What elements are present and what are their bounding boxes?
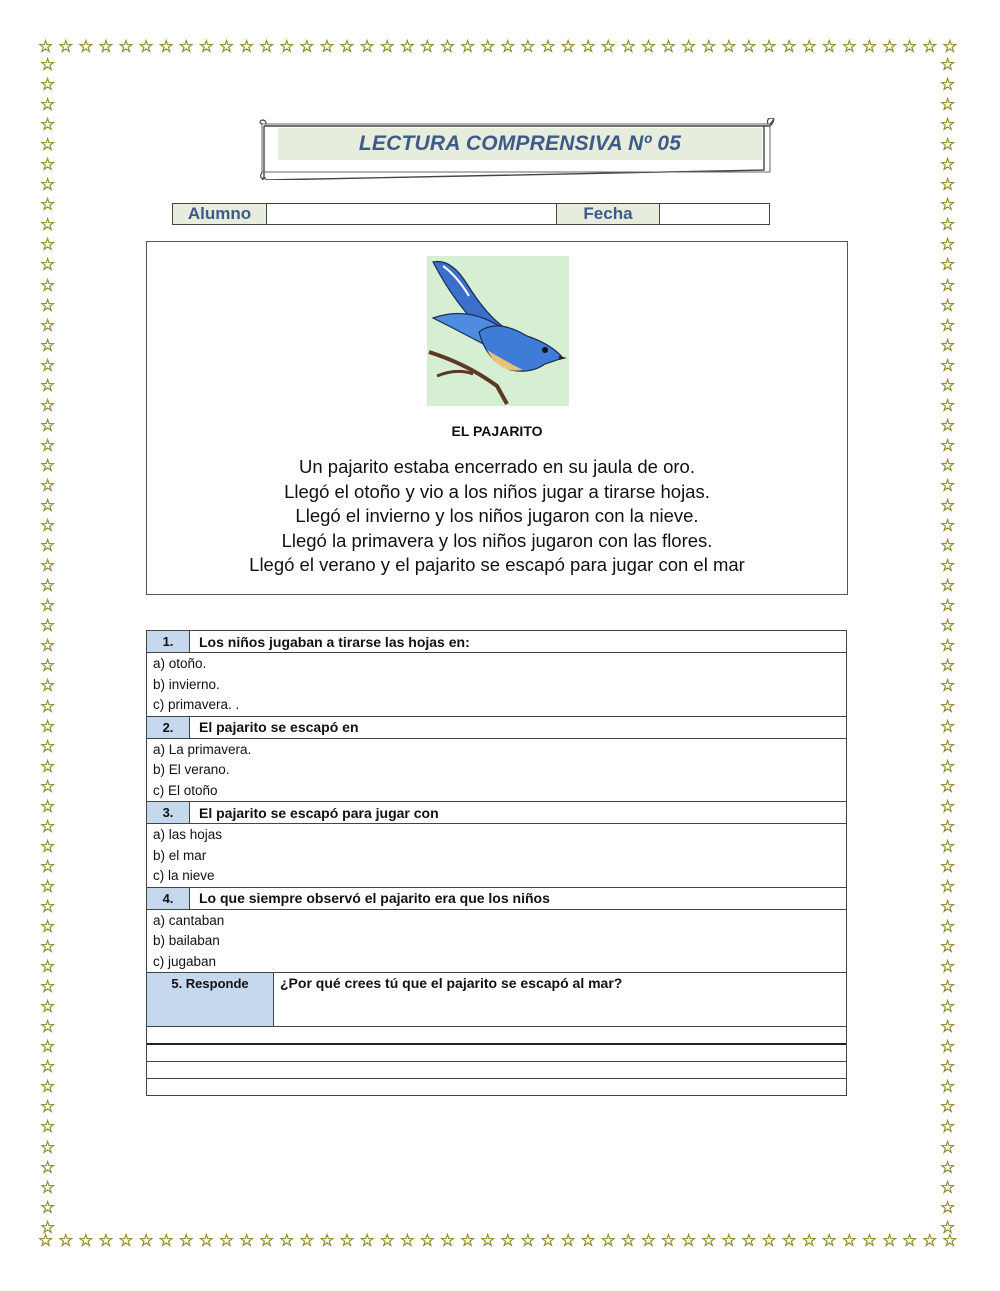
question-text: El pajarito se escapó para jugar con <box>199 804 439 821</box>
star-icon: ☆ <box>40 596 56 616</box>
star-icon: ☆ <box>940 415 956 435</box>
option[interactable]: a) otoño. <box>153 656 207 671</box>
star-icon: ☆ <box>40 576 56 596</box>
star-icon: ☆ <box>138 37 154 56</box>
star-icon: ☆ <box>40 1157 56 1177</box>
star-icon: ☆ <box>480 37 496 56</box>
star-icon: ☆ <box>940 455 956 475</box>
star-icon: ☆ <box>761 1231 777 1250</box>
question-number: 4. <box>147 888 190 909</box>
star-icon: ☆ <box>238 1231 255 1250</box>
star-icon: ☆ <box>359 1231 375 1250</box>
star-icon: ☆ <box>681 37 697 56</box>
star-icon: ☆ <box>500 37 516 56</box>
star-icon: ☆ <box>40 1117 56 1137</box>
story-line: Llegó el invierno y los niños jugaron con la nieve. <box>295 505 699 526</box>
star-icon: ☆ <box>40 115 56 135</box>
story-line: Llegó la primavera y los niños jugaron con las flores. <box>281 529 713 551</box>
star-icon: ☆ <box>520 1231 536 1250</box>
question-5-label: 5. Responde <box>147 973 274 1026</box>
star-icon: ☆ <box>38 1231 54 1250</box>
star-icon: ☆ <box>701 1231 717 1250</box>
question-text: Lo que siempre observó el pajarito era que los niños <box>199 890 550 906</box>
star-icon: ☆ <box>940 836 956 856</box>
star-icon: ☆ <box>379 37 395 56</box>
star-icon: ☆ <box>98 37 114 56</box>
star-icon: ☆ <box>299 37 315 56</box>
star-icon: ☆ <box>540 1231 556 1250</box>
star-icon: ☆ <box>741 37 757 56</box>
star-icon: ☆ <box>940 395 956 415</box>
star-icon: ☆ <box>40 475 56 495</box>
star-icon: ☆ <box>940 1157 956 1177</box>
star-icon: ☆ <box>198 1231 214 1250</box>
story-box <box>146 241 848 595</box>
star-icon: ☆ <box>419 1231 436 1250</box>
star-icon: ☆ <box>940 175 956 195</box>
option[interactable]: c) jugaban <box>153 953 217 969</box>
date-field[interactable] <box>660 204 769 224</box>
star-icon: ☆ <box>560 1231 576 1250</box>
star-icon: ☆ <box>218 1231 235 1250</box>
star-icon: ☆ <box>940 997 956 1017</box>
question-header <box>147 888 846 910</box>
star-icon: ☆ <box>940 95 956 115</box>
star-icon: ☆ <box>940 937 956 957</box>
question-header <box>147 802 846 824</box>
star-icon: ☆ <box>40 876 56 896</box>
star-icon: ☆ <box>940 917 956 937</box>
star-icon: ☆ <box>940 776 956 796</box>
date-label: Fecha <box>557 204 660 224</box>
star-icon: ☆ <box>98 1231 114 1250</box>
star-icon: ☆ <box>940 1217 956 1237</box>
question-options <box>147 824 846 888</box>
star-icon: ☆ <box>238 37 255 56</box>
star-icon: ☆ <box>940 656 956 676</box>
star-icon: ☆ <box>600 1231 616 1250</box>
star-icon: ☆ <box>40 496 56 516</box>
star-icon: ☆ <box>399 1231 415 1250</box>
star-icon: ☆ <box>40 75 56 95</box>
star-icon: ☆ <box>58 37 74 56</box>
star-icon: ☆ <box>40 1017 56 1037</box>
student-label: Alumno <box>173 204 267 224</box>
star-icon: ☆ <box>40 415 56 435</box>
star-icon: ☆ <box>940 1057 956 1077</box>
star-icon: ☆ <box>78 37 94 56</box>
question-number: 2. <box>147 717 190 738</box>
star-icon: ☆ <box>40 896 56 916</box>
star-icon: ☆ <box>40 816 56 836</box>
star-icon: ☆ <box>940 596 956 616</box>
question-5-row <box>147 973 846 1027</box>
star-icon: ☆ <box>940 115 956 135</box>
star-icon: ☆ <box>40 536 56 556</box>
student-field[interactable] <box>267 204 557 224</box>
option[interactable]: c) primavera. . <box>153 697 240 712</box>
option[interactable]: b) el mar <box>153 847 207 863</box>
star-icon: ☆ <box>580 37 596 56</box>
question-text: Los niños jugaban a tirarse las hojas en: <box>199 633 470 650</box>
questions-table <box>146 630 847 1096</box>
option[interactable]: c) El otoño <box>153 782 218 798</box>
star-icon: ☆ <box>118 1231 134 1250</box>
star-icon: ☆ <box>940 255 956 275</box>
star-border-right <box>940 56 955 1236</box>
star-icon: ☆ <box>58 1231 74 1250</box>
star-icon: ☆ <box>540 37 556 56</box>
option[interactable]: c) la nieve <box>153 868 215 883</box>
star-icon: ☆ <box>40 335 56 355</box>
star-icon: ☆ <box>922 37 938 56</box>
star-icon: ☆ <box>761 37 777 56</box>
star-icon: ☆ <box>40 135 56 155</box>
star-icon: ☆ <box>801 37 817 56</box>
star-icon: ☆ <box>439 1231 456 1250</box>
star-icon: ☆ <box>940 355 956 375</box>
star-icon: ☆ <box>40 175 56 195</box>
star-icon: ☆ <box>40 1057 56 1077</box>
star-icon: ☆ <box>940 135 956 155</box>
star-icon: ☆ <box>721 1231 737 1250</box>
star-icon: ☆ <box>259 37 275 56</box>
star-icon: ☆ <box>660 37 677 56</box>
star-icon: ☆ <box>940 75 956 95</box>
star-icon: ☆ <box>701 37 717 56</box>
star-icon: ☆ <box>940 816 956 836</box>
star-icon: ☆ <box>902 1231 918 1250</box>
question-header <box>147 717 846 739</box>
star-icon: ☆ <box>40 957 56 977</box>
star-icon: ☆ <box>40 636 56 656</box>
star-icon: ☆ <box>40 1177 56 1197</box>
star-icon: ☆ <box>881 1231 898 1250</box>
star-icon: ☆ <box>940 977 956 997</box>
star-icon: ☆ <box>40 656 56 676</box>
option[interactable]: a) La primavera. <box>153 741 252 757</box>
star-border-bottom <box>38 1232 958 1249</box>
question-number: 1. <box>147 631 190 652</box>
star-icon: ☆ <box>439 37 456 56</box>
star-icon: ☆ <box>801 1231 817 1250</box>
star-icon: ☆ <box>781 37 797 56</box>
star-icon: ☆ <box>459 1231 476 1250</box>
star-icon: ☆ <box>118 37 134 56</box>
star-icon: ☆ <box>40 1197 56 1217</box>
star-icon: ☆ <box>78 1231 94 1250</box>
star-icon: ☆ <box>922 1231 938 1250</box>
star-icon: ☆ <box>940 736 956 756</box>
star-icon: ☆ <box>940 1197 956 1217</box>
star-icon: ☆ <box>940 876 956 896</box>
star-icon: ☆ <box>940 1017 956 1037</box>
star-icon: ☆ <box>841 37 857 56</box>
question-5-text: ¿Por qué crees tú que el pajarito se escapó al mar? <box>280 975 623 991</box>
story-text <box>147 455 847 578</box>
star-icon: ☆ <box>40 516 56 536</box>
star-icon: ☆ <box>841 1231 857 1250</box>
bird-illustration <box>427 256 569 406</box>
star-icon: ☆ <box>940 556 956 576</box>
story-line: Un pajarito estaba encerrado en su jaula de oro. <box>299 456 695 477</box>
star-icon: ☆ <box>942 37 958 56</box>
star-icon: ☆ <box>580 1231 596 1250</box>
star-icon: ☆ <box>940 375 956 395</box>
star-icon: ☆ <box>660 1231 677 1250</box>
star-icon: ☆ <box>40 556 56 576</box>
star-icon: ☆ <box>881 37 898 56</box>
star-icon: ☆ <box>620 1231 636 1250</box>
star-icon: ☆ <box>640 1231 657 1250</box>
star-icon: ☆ <box>940 1177 956 1197</box>
star-icon: ☆ <box>40 95 56 115</box>
story-line: Llegó el verano y el pajarito se escapó para jugar con el mar <box>249 554 745 575</box>
option[interactable]: a) cantaban <box>153 912 225 928</box>
question-header <box>147 631 846 653</box>
star-icon: ☆ <box>279 37 295 56</box>
page-title: LECTURA COMPRENSIVA Nº 05 <box>278 128 762 160</box>
star-icon: ☆ <box>419 37 436 56</box>
star-icon: ☆ <box>40 756 56 776</box>
star-icon: ☆ <box>821 37 837 56</box>
star-icon: ☆ <box>940 676 956 696</box>
star-border-top <box>38 38 958 55</box>
star-icon: ☆ <box>940 716 956 736</box>
star-icon: ☆ <box>40 1037 56 1057</box>
star-icon: ☆ <box>40 375 56 395</box>
star-icon: ☆ <box>600 37 616 56</box>
option[interactable]: b) bailaban <box>153 933 220 948</box>
star-icon: ☆ <box>821 1231 837 1250</box>
star-icon: ☆ <box>40 696 56 716</box>
student-info-row <box>172 203 770 225</box>
star-icon: ☆ <box>940 696 956 716</box>
star-icon: ☆ <box>940 516 956 536</box>
star-icon: ☆ <box>940 475 956 495</box>
star-icon: ☆ <box>560 37 576 56</box>
star-icon: ☆ <box>40 977 56 997</box>
star-icon: ☆ <box>138 1231 154 1250</box>
star-icon: ☆ <box>40 255 56 275</box>
star-icon: ☆ <box>299 1231 315 1250</box>
star-icon: ☆ <box>40 716 56 736</box>
star-icon: ☆ <box>40 776 56 796</box>
star-icon: ☆ <box>940 576 956 596</box>
star-icon: ☆ <box>40 395 56 415</box>
star-icon: ☆ <box>279 1231 295 1250</box>
story-title: EL PAJARITO <box>451 423 543 439</box>
star-icon: ☆ <box>940 536 956 556</box>
star-icon: ☆ <box>178 1231 194 1250</box>
answer-line[interactable] <box>147 1027 846 1045</box>
star-icon: ☆ <box>40 676 56 696</box>
question-text: El pajarito se escapó en <box>199 719 359 735</box>
question-number: 3. <box>147 802 190 823</box>
star-icon: ☆ <box>942 1231 958 1250</box>
star-icon: ☆ <box>40 796 56 816</box>
star-icon: ☆ <box>40 736 56 756</box>
story-line: Llegó el otoño y vio a los niños jugar a tirarse hojas. <box>284 480 710 502</box>
star-icon: ☆ <box>40 1097 56 1117</box>
star-icon: ☆ <box>38 37 54 56</box>
star-icon: ☆ <box>681 1231 697 1250</box>
star-icon: ☆ <box>339 1231 355 1250</box>
star-icon: ☆ <box>40 1077 56 1097</box>
star-icon: ☆ <box>940 896 956 916</box>
star-icon: ☆ <box>940 55 956 74</box>
star-icon: ☆ <box>940 155 956 175</box>
star-icon: ☆ <box>158 1231 174 1250</box>
star-icon: ☆ <box>40 315 56 335</box>
star-icon: ☆ <box>40 1137 56 1157</box>
star-icon: ☆ <box>620 37 636 56</box>
star-icon: ☆ <box>520 37 536 56</box>
star-icon: ☆ <box>940 496 956 516</box>
star-icon: ☆ <box>480 1231 496 1250</box>
star-icon: ☆ <box>259 1231 275 1250</box>
star-icon: ☆ <box>940 295 956 315</box>
star-icon: ☆ <box>459 37 476 56</box>
star-icon: ☆ <box>40 836 56 856</box>
star-icon: ☆ <box>40 616 56 636</box>
star-icon: ☆ <box>940 335 956 355</box>
star-icon: ☆ <box>40 1217 56 1237</box>
star-icon: ☆ <box>940 756 956 776</box>
star-icon: ☆ <box>40 275 56 295</box>
star-icon: ☆ <box>339 37 355 56</box>
star-icon: ☆ <box>940 957 956 977</box>
star-icon: ☆ <box>940 636 956 656</box>
star-border-left <box>40 56 55 1236</box>
option[interactable]: b) El verano. <box>153 762 230 777</box>
star-icon: ☆ <box>40 856 56 876</box>
question-options <box>147 739 846 803</box>
star-icon: ☆ <box>40 155 56 175</box>
star-icon: ☆ <box>40 55 56 74</box>
option[interactable]: b) invierno. <box>153 676 220 692</box>
star-icon: ☆ <box>902 37 918 56</box>
star-icon: ☆ <box>940 215 956 235</box>
answer-line[interactable] <box>147 1079 846 1095</box>
answer-line[interactable] <box>147 1045 846 1062</box>
star-icon: ☆ <box>198 37 214 56</box>
question-options <box>147 910 846 974</box>
star-icon: ☆ <box>940 1137 956 1157</box>
star-icon: ☆ <box>218 37 235 56</box>
star-icon: ☆ <box>781 1231 797 1250</box>
star-icon: ☆ <box>940 435 956 455</box>
star-icon: ☆ <box>40 235 56 255</box>
star-icon: ☆ <box>940 1097 956 1117</box>
star-icon: ☆ <box>861 37 878 56</box>
star-icon: ☆ <box>940 315 956 335</box>
star-icon: ☆ <box>158 37 174 56</box>
star-icon: ☆ <box>319 37 335 56</box>
star-icon: ☆ <box>40 355 56 375</box>
star-icon: ☆ <box>359 37 375 56</box>
question-options <box>147 653 846 717</box>
star-icon: ☆ <box>178 37 194 56</box>
answer-line[interactable] <box>147 1062 846 1079</box>
star-icon: ☆ <box>741 1231 757 1250</box>
star-icon: ☆ <box>940 195 956 215</box>
star-icon: ☆ <box>40 455 56 475</box>
star-icon: ☆ <box>40 435 56 455</box>
star-icon: ☆ <box>940 1077 956 1097</box>
star-icon: ☆ <box>861 1231 878 1250</box>
star-icon: ☆ <box>940 856 956 876</box>
star-icon: ☆ <box>40 195 56 215</box>
star-icon: ☆ <box>940 616 956 636</box>
star-icon: ☆ <box>940 275 956 295</box>
star-icon: ☆ <box>319 1231 335 1250</box>
star-icon: ☆ <box>40 937 56 957</box>
star-icon: ☆ <box>379 1231 395 1250</box>
star-icon: ☆ <box>940 235 956 255</box>
star-icon: ☆ <box>940 1037 956 1057</box>
option[interactable]: a) las hojas <box>153 827 223 842</box>
star-icon: ☆ <box>940 1117 956 1137</box>
star-icon: ☆ <box>40 215 56 235</box>
star-icon: ☆ <box>40 295 56 315</box>
star-icon: ☆ <box>40 997 56 1017</box>
star-icon: ☆ <box>500 1231 516 1250</box>
star-icon: ☆ <box>721 37 737 56</box>
star-icon: ☆ <box>640 37 657 56</box>
star-icon: ☆ <box>399 37 415 56</box>
star-icon: ☆ <box>940 796 956 816</box>
star-icon: ☆ <box>40 917 56 937</box>
